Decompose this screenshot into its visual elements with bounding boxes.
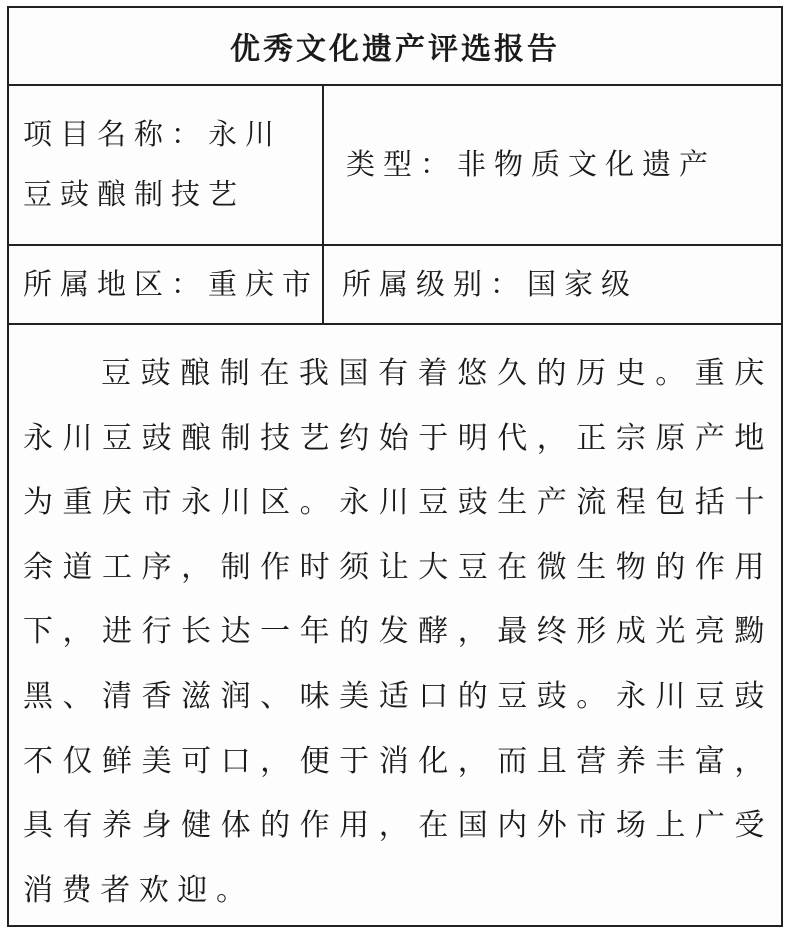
category-cell xyxy=(324,86,781,244)
title-row xyxy=(9,8,781,86)
region-cell xyxy=(9,246,324,323)
region: 所属地区：重庆市 xyxy=(23,267,320,301)
report-table xyxy=(7,6,783,927)
info-row-project xyxy=(9,86,781,246)
body-paragraph: 豆豉酿制在我国有着悠久的历史。重庆永川豆豉酿制技艺约始于明代，正宗原产地为重庆市永川区。永川豆豉生产流程包括十余道工序，制作时须让大豆在微生物的作用下，进行长达一年的发酵，最终形成光亮黝黑、清香滋润、味美适口的豆豉。永川豆豉不仅鲜美可口，便于消化，而且营养丰富，具有养身健体的作用，在国内外市场上广受消费者欢迎。 xyxy=(23,356,773,908)
project-name: 项目名称：永川豆豉酿制技艺 xyxy=(23,117,283,211)
category: 类型：非物质文化遗产 xyxy=(346,147,717,181)
level-cell xyxy=(324,246,781,323)
level: 所属级别：国家级 xyxy=(342,267,639,301)
report-title: 优秀文化遗产评选报告 xyxy=(230,32,560,67)
info-row-region xyxy=(9,246,781,325)
project-name-cell xyxy=(9,86,324,244)
